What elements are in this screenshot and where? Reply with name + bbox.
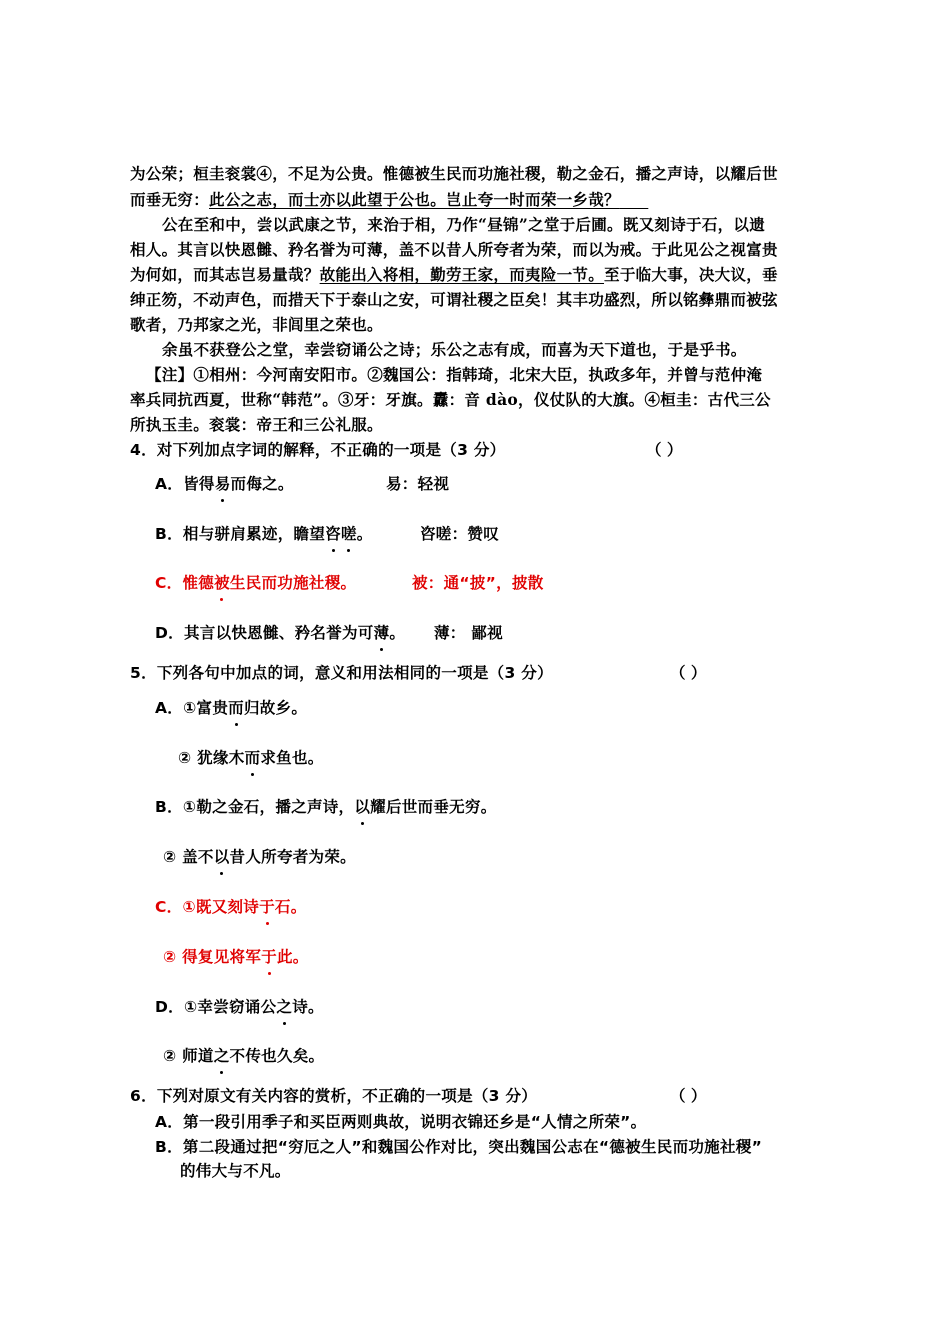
dotted-char: 之 (214, 1044, 230, 1068)
passage-line: 绅正笏，不动声色，而措天下于泰山之安，可谓社稷之臣矣！其丰功盛烈，所以铭彝鼎而被弦 (130, 290, 778, 309)
note-line: 所执玉圭。衮裳：帝王和三公礼服。 (130, 415, 383, 434)
passage-text: 为何如，而其志岂易量哉？ (130, 265, 320, 284)
option-a-gloss: 易：轻视 (386, 475, 450, 493)
option-d-sentence-1 (155, 995, 324, 1019)
dotted-char: 而 (228, 696, 244, 720)
option-text: ② 师道 (163, 1047, 214, 1065)
passage-line: 相人。其言以快恩雠、矜名誉为可薄，盖不以昔人所夸者为荣，而以为戒。于此见公之视富贵 (130, 240, 778, 259)
option-text: 。 (356, 525, 373, 543)
dotted-char: 之 (276, 995, 292, 1019)
option-text: 。 (389, 624, 406, 642)
option-text: B．①勒之金石，播之声诗， (155, 798, 355, 816)
option-text: ② 盖不 (163, 848, 214, 866)
dotted-char: 于 (259, 895, 275, 919)
dotted-char: 于 (261, 945, 277, 969)
option-text: 耀后世而垂无穷。 (370, 798, 497, 816)
option-a (155, 472, 294, 496)
option-d-sentence-2 (163, 1044, 324, 1068)
option-b-continued: 的伟大与不凡。 (180, 1162, 291, 1180)
option-text: A．①富贵 (155, 699, 229, 717)
option-text: D．其言以快恩雠、矜名誉为可 (155, 624, 374, 642)
passage-line (130, 188, 648, 212)
option-text: ② 得复见将军 (163, 948, 262, 966)
option-b-sentence-1 (155, 795, 497, 819)
option-c-sentence-1-answer (155, 895, 307, 919)
passage-line: 公在至和中，尝以武康之节，来治于相，乃作“昼锦”之堂于后圃。既又刻诗于石，以遗 (162, 215, 766, 234)
option-c-gloss: 被：通“披”，披散 (412, 574, 544, 592)
underline-tail (620, 190, 648, 209)
option-c-answer (155, 571, 356, 595)
option-b-gloss: 咨嗟：赞叹 (420, 525, 500, 543)
dotted-char: 被 (214, 571, 230, 595)
option-text: D．①幸尝窃诵公 (155, 998, 277, 1016)
answer-blank: （ ） (670, 1087, 707, 1105)
option-text: C．①既又刻诗 (155, 898, 260, 916)
dotted-char: 以 (354, 795, 370, 819)
option-text: 不传也久矣。 (229, 1047, 325, 1065)
option-c-sentence-2-answer (163, 945, 309, 969)
underlined-sentence: 故能出入将相，勤劳王家，而夷险一节。 (319, 265, 605, 284)
option-text: 归故乡。 (243, 699, 308, 717)
dotted-char: 以 (214, 845, 230, 869)
dotted-char: 易 (215, 472, 231, 496)
option-text: C．惟德 (155, 574, 215, 592)
dotted-char: 薄 (374, 621, 390, 645)
passage-text: 至于临大事，决大议，垂 (604, 265, 778, 284)
option-b: B．第二段通过把“穷厄之人”和魏国公作对比，突出魏国公志在“德被生民而功施社稷” (155, 1138, 763, 1156)
option-text: 此。 (276, 948, 309, 966)
option-text: 生民而功施社稷。 (229, 574, 357, 592)
option-d (155, 621, 405, 645)
option-text: 求鱼也。 (260, 749, 324, 767)
dotted-char: 而 (245, 746, 261, 770)
option-text: 石。 (274, 898, 307, 916)
option-b-sentence-2 (163, 845, 356, 869)
passage-line: 为公荣；桓圭衮裳④，不足为公贵。惟德被生民而功施社稷，勒之金石，播之声诗，以耀后世 (130, 164, 778, 183)
passage-text: 而垂无穷： (130, 190, 210, 209)
option-b (155, 522, 373, 546)
note-line: 率兵同抗西夏，世称“韩范”。③牙：牙旗。纛：音 dào，仪仗队的大旗。④桓圭：古代三公 (130, 390, 771, 409)
note-line: 【注】①相州：今河南安阳市。②魏国公：指韩琦，北宋大臣，执政多年，并曾与范仲淹 (146, 365, 763, 384)
option-text: 昔人所夸者为荣。 (229, 848, 356, 866)
question-6-stem: 6．下列对原文有关内容的赏析，不正确的一项是（3 分） (130, 1087, 538, 1105)
option-a-sentence-2 (178, 746, 324, 770)
dotted-char: 嗟 (341, 522, 357, 546)
option-text: A．皆得 (155, 475, 215, 493)
option-text: 诗。 (292, 998, 324, 1016)
option-a-sentence-1 (155, 696, 307, 720)
option-d-gloss: 薄： 鄙视 (434, 624, 503, 642)
option-text: B．相与骈肩累迹，瞻望 (155, 525, 326, 543)
passage-line (130, 263, 778, 287)
option-text: ② 犹缘木 (178, 749, 245, 767)
option-text: 而侮之。 (230, 475, 294, 493)
dotted-char: 咨 (325, 522, 341, 546)
passage-line: 歌者，乃邦家之光，非闾里之荣也。 (130, 315, 383, 334)
answer-blank: （ ） (670, 664, 707, 682)
answer-blank: （ ） (646, 441, 683, 459)
question-4-stem: 4．对下列加点字词的解释，不正确的一项是（3 分） (130, 441, 506, 459)
option-a: A．第一段引用季子和买臣两则典故，说明衣锦还乡是“人情之所荣”。 (155, 1113, 647, 1131)
passage-line: 余虽不获登公之堂，幸尝窃诵公之诗；乐公之志有成，而喜为天下道也，于是乎书。 (162, 340, 747, 359)
underlined-sentence: 此公之志，而士亦以此望于公也。岂止夸一时而荣一乡哉？ (209, 190, 620, 209)
question-5-stem: 5．下列各句中加点的词，意义和用法相同的一项是（3 分） (130, 664, 553, 682)
